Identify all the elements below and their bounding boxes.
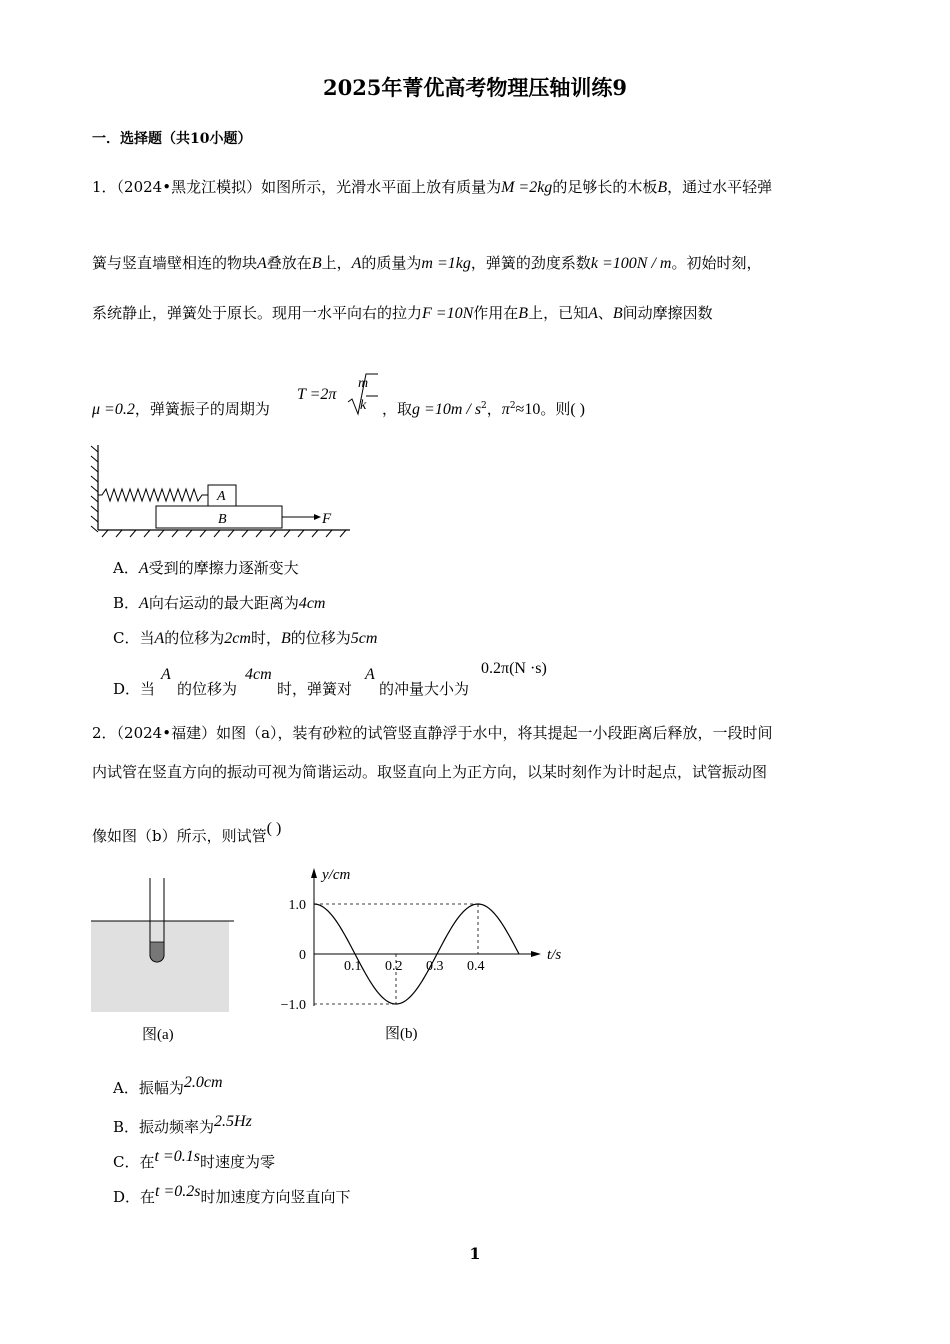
- option-text: 时，弹簧对: [277, 680, 353, 698]
- section-heading: 一．选择题（共10小题）: [92, 131, 252, 147]
- option-text: 受到的摩擦力逐渐变大: [148, 559, 299, 577]
- q1-text: ，通过水平轻弹: [667, 178, 773, 196]
- option-value: 4cm: [298, 595, 326, 612]
- option-label: C．在: [113, 1153, 155, 1171]
- q1-text: ，弹簧的劲度系数: [470, 254, 591, 272]
- option-text: 的位移为: [177, 680, 238, 698]
- q1-line-3: [92, 302, 713, 323]
- q1-frac-den: k: [360, 398, 367, 413]
- option-value: t =0.2s: [155, 1183, 201, 1200]
- x-axis-arrow-icon: [531, 951, 541, 957]
- q1-var-B: B: [657, 179, 668, 196]
- option-label: A．: [113, 559, 139, 577]
- option-text: 时，: [250, 629, 281, 647]
- q1-var-B: B: [311, 255, 322, 272]
- option-value: 5cm: [350, 630, 378, 647]
- x-tick-label: 0.4: [467, 959, 485, 974]
- option-var: A: [161, 666, 171, 683]
- page-title: 2025年菁优高考物理压轴训练9: [322, 75, 628, 100]
- q1-text: 簧与竖直墙壁相连的物块: [92, 254, 258, 272]
- q1-text: 。初始时刻，: [671, 254, 762, 272]
- figure-b-caption: 图(b): [385, 1026, 418, 1042]
- water-region: [91, 921, 229, 1012]
- q1-option-a[interactable]: [113, 557, 299, 578]
- spring-block-diagram: [88, 440, 358, 540]
- q1-text: 1．（2024•黑龙江模拟）如图所示，光滑水平面上放有质量为: [92, 178, 502, 196]
- q1-var-A: A: [588, 305, 598, 322]
- option-var: B: [280, 630, 291, 647]
- q1-mu: μ =0.2: [92, 401, 135, 418]
- option-label: C．当: [113, 629, 155, 647]
- q1-pi-val: ≈10: [515, 401, 541, 418]
- q1-text: 的质量为: [361, 254, 422, 272]
- q1-period-T: T =2π: [297, 386, 337, 403]
- answer-blank: ( ): [266, 820, 282, 837]
- option-var: A: [138, 560, 149, 577]
- q1-text: 间动摩擦因数: [622, 304, 713, 322]
- q1-text: 。则: [540, 400, 571, 418]
- option-value: 2cm: [224, 630, 251, 647]
- q1-line-4: [92, 372, 732, 422]
- x-tick-label: 0.3: [426, 959, 444, 974]
- q1-text: ，: [486, 400, 502, 418]
- q1-text: 上，: [321, 254, 352, 272]
- option-value: 2.0cm: [183, 1074, 223, 1091]
- q1-text: 叠放在: [266, 254, 312, 272]
- option-value: 2.5Hz: [214, 1113, 252, 1130]
- q1-gravity-g: g =10m / s: [412, 401, 482, 418]
- q1-var-A: A: [257, 255, 267, 272]
- y-tick-label: −1.0: [280, 998, 306, 1013]
- option-label: B．振动频率为: [113, 1118, 215, 1136]
- vibration-chart: [265, 858, 585, 1050]
- q1-force-F: F =10N: [422, 305, 474, 322]
- y-tick-label: 1.0: [288, 898, 306, 913]
- y-axis-arrow-icon: [311, 868, 317, 878]
- x-axis-label: t/s: [547, 947, 562, 963]
- test-tube-figure: [88, 872, 238, 1052]
- option-text: 的冲量大小为: [379, 680, 470, 698]
- option-text: 时加速度方向竖直向下: [200, 1188, 351, 1206]
- option-var: A: [365, 666, 375, 683]
- figure-a-caption: 图(a): [142, 1027, 174, 1043]
- force-label: F: [322, 511, 332, 527]
- q1-option-c[interactable]: [113, 627, 377, 648]
- option-label: B．: [113, 594, 140, 612]
- q2-option-c[interactable]: [113, 1148, 275, 1172]
- block-a-label: A: [217, 489, 226, 504]
- q1-frac-num: m: [358, 376, 369, 391]
- option-label: A．振幅为: [113, 1079, 184, 1097]
- q1-text: 作用在: [473, 304, 519, 322]
- option-var: A: [154, 630, 165, 647]
- option-text: 时速度为零: [199, 1153, 275, 1171]
- q1-sup: 2: [481, 401, 487, 411]
- board-b-label: B: [218, 512, 227, 527]
- sand-icon: [150, 942, 164, 962]
- option-value: 4cm: [245, 666, 272, 683]
- q2-option-d[interactable]: [113, 1183, 351, 1207]
- option-label: D．当: [113, 680, 156, 698]
- q1-sup: 2: [509, 401, 516, 411]
- q1-line-1: [92, 176, 772, 197]
- y-axis-label: y/cm: [322, 867, 351, 883]
- q2-line-1: 2．（2024•福建）如图（a），装有砂粒的试管竖直静浮于水中，将其提起一小段距离后释放，一段时间: [92, 724, 773, 742]
- q2-line-2: 内试管在竖直方向的振动可视为简谐运动。取竖直向上为正方向，以某时刻作为计时起点，试管振动图: [92, 763, 768, 781]
- q1-var-B: B: [518, 305, 529, 322]
- option-var: A: [139, 595, 149, 612]
- q1-text: 、: [597, 304, 613, 322]
- option-label: D．在: [113, 1188, 156, 1206]
- q2-text: 像如图（b）所示，则试管: [92, 827, 267, 845]
- q1-var-A: A: [351, 255, 362, 272]
- q1-pi: π: [501, 401, 510, 418]
- x-tick-label: 0.2: [385, 959, 403, 974]
- q1-text: 上，已知: [528, 304, 589, 322]
- q1-var-B: B: [612, 305, 623, 322]
- q2-option-b[interactable]: [113, 1113, 252, 1137]
- q2-line-3: [92, 820, 282, 846]
- wall-hatch-icon: [91, 446, 98, 532]
- option-value: t =0.1s: [154, 1148, 200, 1165]
- q1-text: 系统静止，弹簧处于原长。现用一水平向右的拉力: [92, 304, 423, 322]
- spring-icon: [98, 489, 208, 501]
- floor-hatch-icon: [102, 530, 346, 537]
- page-number: 1: [469, 1244, 481, 1263]
- option-text: 向右运动的最大距离为: [148, 594, 299, 612]
- option-value: 0.2π(N ·s): [481, 660, 547, 677]
- x-tick-label: 0.1: [344, 959, 362, 974]
- answer-blank: ( ): [570, 401, 585, 418]
- y-tick-label: 0: [299, 948, 306, 963]
- q1-text: ，弹簧振子的周期为: [134, 400, 270, 418]
- q1-option-b[interactable]: [113, 592, 325, 613]
- q1-line-2: [92, 252, 761, 273]
- option-text: 的位移为: [290, 629, 351, 647]
- option-text: 的位移为: [164, 629, 225, 647]
- q1-option-d[interactable]: [113, 660, 613, 700]
- q1-text: ，取: [382, 400, 413, 418]
- q1-text: 的足够长的木板: [552, 178, 658, 196]
- q2-option-a[interactable]: [113, 1074, 223, 1098]
- q1-spring-k: k =100N / m: [590, 255, 672, 272]
- q1-mass-m: m =1kg: [421, 255, 471, 272]
- q1-mass-M: M =2kg: [501, 179, 553, 196]
